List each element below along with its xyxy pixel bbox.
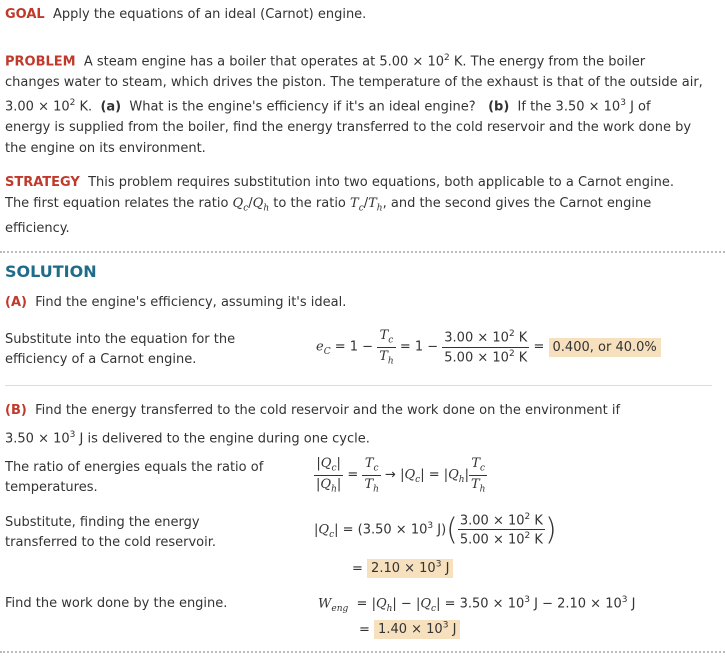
part-b-step3-text: Find the work done by the engine. xyxy=(5,596,228,611)
part-divider xyxy=(5,385,712,386)
part-a-step-text: Substitute into the equation for the efficiency of a Carnot engine. xyxy=(5,332,236,367)
goal-text: Apply the equations of an ideal (Carnot) engine. xyxy=(52,7,367,22)
cold-energy-equation: $|Q_c| = (3.50 \times 10^3$ J)( $\frac{3.00 \times 10^2 K}{5.00 \times 10^2 K}$ ) xyxy=(314,512,557,548)
problem-line-3: $3.00 \times 10^2$ K. (a) What is the engine's efficiency if it's an ideal engine? (b) If the $3.50 \times 10^3$ J of xyxy=(5,98,651,115)
problem-section xyxy=(5,48,717,159)
temperature-ratio-fraction: $\frac{3.00 \times 10^2 K}{5.00 \times 10^2 K}$ xyxy=(444,329,528,365)
problem-line-4: energy is supplied from the boiler, find the energy transferred to the cold reservoir and the work done by xyxy=(5,120,692,136)
goal-section xyxy=(5,5,717,26)
problem-label: PROBLEM xyxy=(5,54,76,70)
work-result: $1.40 \times 10^3$ J xyxy=(374,620,460,639)
strategy-label: STRATEGY xyxy=(5,175,80,190)
problem-line-1: PROBLEM A steam engine has a boiler that operates at $5.00 \times 10^2$ K. The energy from the boiler xyxy=(5,53,646,70)
energy-ratio-equation: $\frac{|Q_c|}{|Q_h|}$ = $\frac{T_c}{T_h}$ → $|Q_c| = |Q_h|$ $\frac{T_c}{T_h}$ xyxy=(316,456,486,495)
cold-energy-result: $2.10 \times 10^3$ J xyxy=(367,559,453,578)
part-b-heading: (B) Find the energy transferred to the cold reservoir and the work done on the environment if $3.50 \times 10^3$ J is delivered to the engine during one cycle. xyxy=(5,403,621,447)
problem-line-5: the engine on its environment. xyxy=(5,140,206,156)
bottom-divider xyxy=(0,651,725,653)
part-a-label: (a) xyxy=(100,99,122,115)
part-b-step2-text: Substitute, finding the energy transferred to the cold reservoir. xyxy=(5,515,217,550)
section-divider xyxy=(0,251,725,253)
part-b-step1-text: The ratio of energies equals the ratio of temperatures. xyxy=(5,460,264,495)
solution-title: SOLUTION xyxy=(5,262,97,281)
part-b-label: (b) xyxy=(488,99,510,115)
cold-energy-result-row: = $2.10 \times 10^3$ J xyxy=(352,560,453,576)
strategy-section: STRATEGY This problem requires substitution into two equations, both applicable to a Carnot engine. The first equation relates the ratio $Q_c/Q_h$ to the ratio $T_c/T_h$, and the second gives the Carnot engine efficiency. xyxy=(5,175,675,236)
work-equation: $W_{eng} = |Q_h| - |Q_c| = 3.50 \times 10^3$ $J - 2.10 \times 10^3$ J xyxy=(318,595,636,614)
part-a-equation: $e_C = 1$ − $\frac{T_c}{T_h}$ = 1 − $\frac{3.00 \times 10^2 K}{5.00 \times 10^2 K}$ = 0.400, or 40.0% xyxy=(316,328,661,366)
work-result-row: = $1.40 \times 10^3$ J xyxy=(359,621,460,637)
part-a-heading: (A) Find the engine's efficiency, assuming it's ideal. xyxy=(5,295,347,310)
tc-over-th: $\frac{T_c}{T_h}$ xyxy=(379,328,394,367)
goal-label: GOAL xyxy=(5,7,45,22)
efficiency-result: 0.400, or 40.0% xyxy=(549,338,661,357)
problem-line-2: changes water to steam, which drives the piston. The temperature of the exhaust is that of the outside air, xyxy=(5,74,703,90)
